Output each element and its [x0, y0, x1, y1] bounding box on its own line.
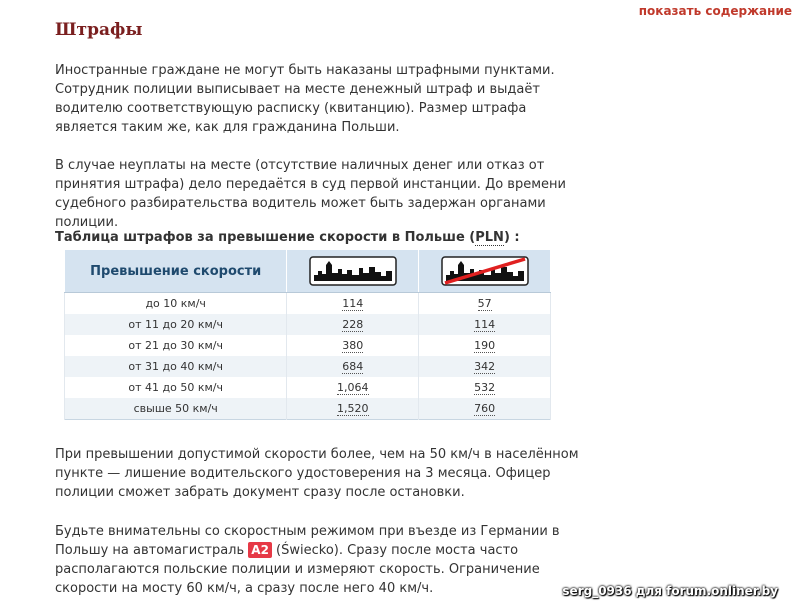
fine-amount[interactable]: 114: [474, 318, 496, 331]
paragraph-nonpayment: В случае неуплаты на месте (отсутствие наличных денег или отказ от принятия штрафа) дело передаётся в суд первой инстанции. До времени судебного разбирательства водитель может быть задержан органами полиции.: [55, 158, 566, 230]
fine-amount[interactable]: 228: [342, 318, 364, 331]
town-exit-sign-icon: [441, 256, 529, 286]
fine-in-town-cell: [287, 356, 419, 377]
table-row: [65, 356, 551, 377]
fine-out-town-cell: [419, 314, 551, 335]
fine-amount[interactable]: 684: [342, 360, 364, 373]
fine-out-town-cell: [419, 335, 551, 356]
currency-abbr[interactable]: PLN: [475, 230, 504, 245]
fine-amount[interactable]: 380: [342, 339, 364, 352]
table-row: [65, 335, 551, 356]
table-row: [65, 293, 551, 315]
fine-in-town-cell: [287, 377, 419, 398]
speed-range-cell: свыше 50 км/ч: [65, 398, 287, 420]
fine-amount[interactable]: 114: [342, 297, 364, 310]
table-header-row: [65, 250, 551, 293]
fine-amount[interactable]: 190: [474, 339, 496, 352]
table-caption-text: Таблица штрафов за превышение скорости в Польше (: [55, 230, 476, 245]
speed-range-cell: до 10 км/ч: [65, 293, 287, 315]
watermark: serg_0936 для forum.onliner.by: [562, 584, 778, 598]
fine-amount[interactable]: 760: [474, 402, 496, 415]
speed-range-cell: от 41 до 50 км/ч: [65, 377, 287, 398]
section-title: Штрафы: [55, 20, 143, 40]
speeding-fines-table: [64, 249, 551, 420]
fine-amount[interactable]: 1,520: [337, 402, 369, 415]
fine-amount[interactable]: 1,064: [337, 381, 369, 394]
table-caption-tail: ) :: [503, 230, 520, 245]
fine-in-town-cell: [287, 293, 419, 315]
table-row: [65, 377, 551, 398]
fine-in-town-cell: [287, 398, 419, 420]
header-speed-excess: Превышение скорости: [65, 250, 287, 293]
paragraph-license-suspension: При превышении допустимой скорости более, чем на 50 км/ч в населённом пункте — лишение водительского удостоверения на 3 месяца. Офицер полиции сможет забрать документ сразу после остановки.: [55, 447, 579, 500]
motorway-badge: A2: [248, 542, 272, 558]
header-out-town: [419, 250, 551, 293]
fine-amount[interactable]: 342: [474, 360, 496, 373]
table-row: [65, 314, 551, 335]
show-contents-link[interactable]: показать содержание: [638, 4, 792, 18]
paragraph-border-warning-end: (Świecko). Сразу после моста часто располагаются польские полиции и измеряют скорость. Ограничение скорости на мосту 60 км/ч, а сразу после него 40 км/ч.: [55, 543, 540, 596]
header-in-town: [287, 250, 419, 293]
paragraph-fines-intro: Иностранные граждане не могут быть наказаны штрафными пунктами. Сотрудник полиции выписывает на месте денежный штраф и выдаёт водителю соответствующую расписку (квитанцию). Размер штрафа является таким же, как для гражданина Польши.: [55, 63, 555, 135]
fine-out-town-cell: [419, 398, 551, 420]
paragraph-border-warning-start: Будьте внимательны со скоростным режимом при въезде из Германии в Польшу на автомагистраль: [55, 524, 560, 558]
table-caption: [55, 230, 520, 245]
speed-range-cell: от 21 до 30 км/ч: [65, 335, 287, 356]
fine-amount[interactable]: 532: [474, 381, 496, 394]
fine-amount[interactable]: 57: [477, 297, 492, 310]
speed-range-cell: от 31 до 40 км/ч: [65, 356, 287, 377]
fine-in-town-cell: [287, 335, 419, 356]
table-row: [65, 398, 551, 420]
fine-out-town-cell: [419, 293, 551, 315]
paragraph-border-warning: [55, 522, 585, 598]
fine-in-town-cell: [287, 314, 419, 335]
speed-range-cell: от 11 до 20 км/ч: [65, 314, 287, 335]
town-entry-sign-icon: [309, 256, 397, 286]
fine-out-town-cell: [419, 356, 551, 377]
fine-out-town-cell: [419, 377, 551, 398]
